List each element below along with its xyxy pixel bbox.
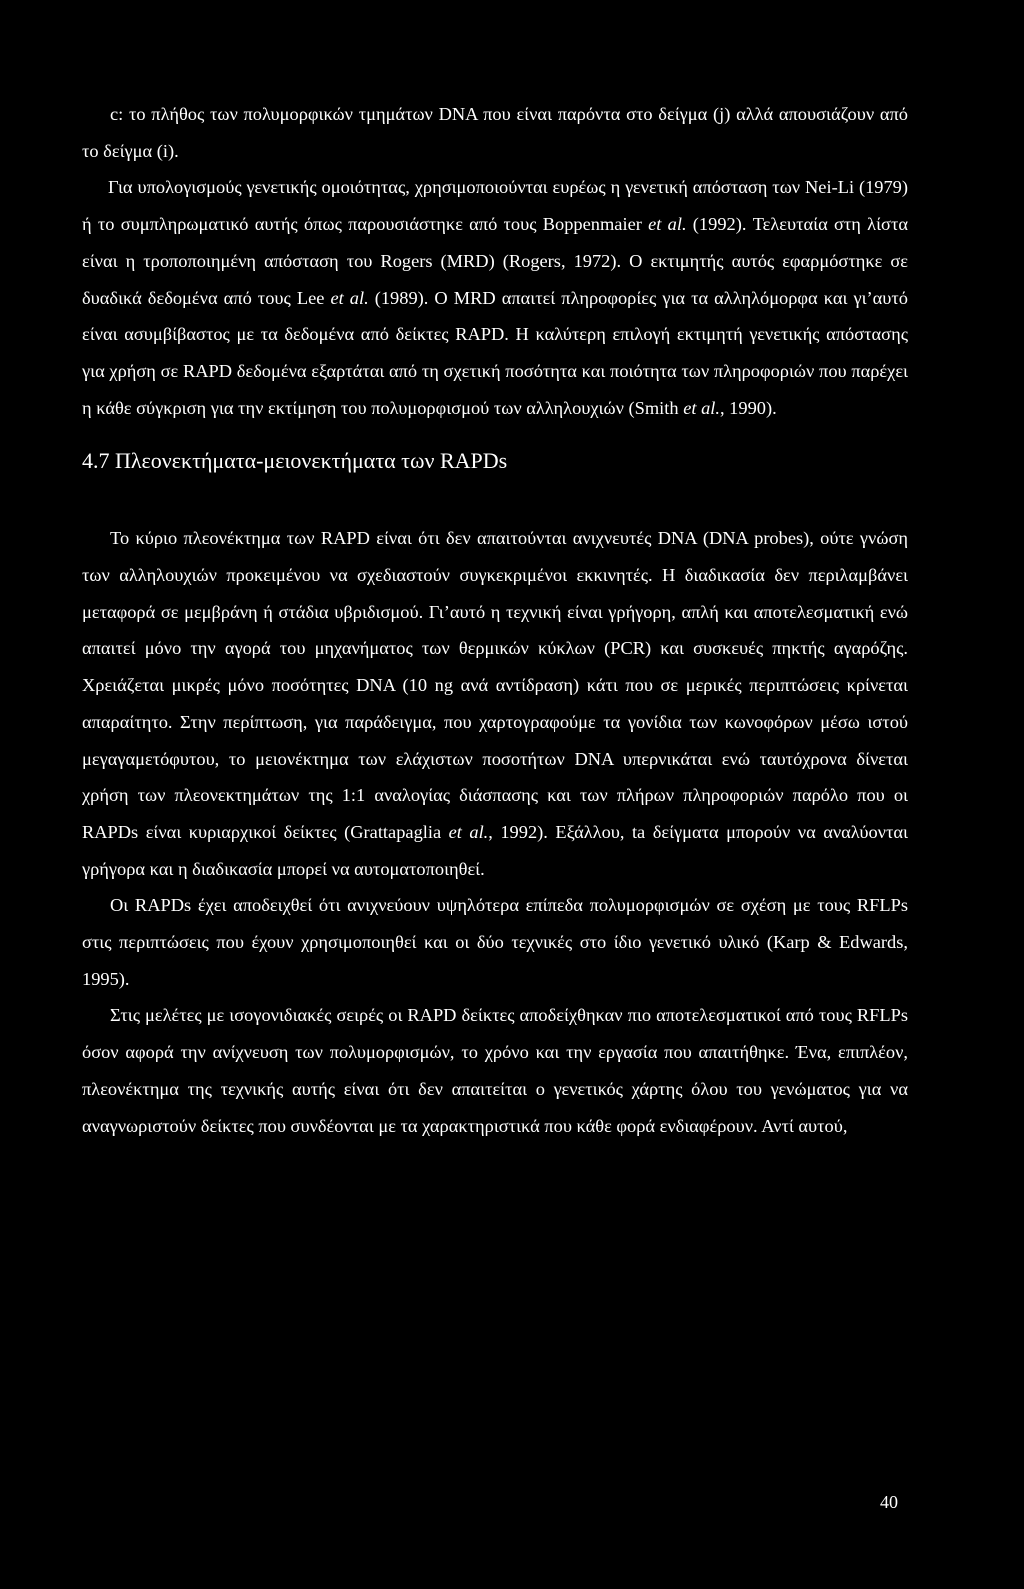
section-paragraph-1 bbox=[82, 520, 908, 887]
citation-et-al: et al. bbox=[448, 821, 489, 842]
citation-et-al: et al. bbox=[330, 287, 369, 308]
citation-et-al: et al. bbox=[683, 397, 720, 418]
section-body bbox=[82, 520, 908, 1144]
intro-paragraph-text-b: (1992). Τελευταία στη λίστα είναι η τροποποιημένη απόσταση του Rogers (MRD) (Rogers, 1972). Ο εκτιμητής αυτός εφαρμόστηκε σε δυαδικά δεδομένα από τους Lee bbox=[82, 214, 908, 308]
section-paragraph-3 bbox=[82, 997, 908, 1144]
section-heading-block bbox=[82, 426, 908, 520]
section-paragraph-3-text: Στις μελέτες με ισογονιδιακές σειρές οι RAPD δείκτες αποδείχθηκαν πιο αποτελεσματικοί από τους RFLPs όσον αφορά την ανίχνευση των πολυμορφισμών, το χρόνο και την εργασία που απαιτήθηκε. Ένα, επιπλέον, πλεονέκτημα της τεχνικής αυτής είναι ότι δεν απαιτείται ο γενετικός χάρτης όλου του γενώματος για να αναγνωριστούν δείκτες που συνδέονται με τα χαρακτηριστικά που κάθε φορά ενδιαφέρουν. Αντί αυτού, bbox=[82, 1005, 908, 1136]
page-number: 40 bbox=[880, 1492, 898, 1512]
intro-paragraph bbox=[82, 169, 908, 426]
intro-paragraph-text-c: (1989). Ο MRD απαιτεί πληροφορίες για τα αλληλόμορφα και γι’αυτό είναι ασυμβίβαστος με τα δεδομένα από δείκτες RAPD. Η καλύτερη επιλογή εκτιμητή γενετικής απόστασης για χρήση σε RAPD δεδομένα εξαρτάται από τη σχετική ποσότητα και ποιότητα των πληροφοριών που παρέχει η κάθε σύγκριση για την εκτίμηση του πολυμορφισμού των αλληλουχιών (Smith bbox=[82, 287, 908, 418]
intro-paragraph-text-a: Για υπολογισμούς γενετικής ομοιότητας, χρησιμοποιούνται ευρέως η γενετική απόσταση των Nei-Li (1979) ή το συμπληρωματικό αυτής όπως παρουσιάστηκε από τους Boppenmaier bbox=[82, 177, 908, 235]
section-paragraph-1-text-b: , 1992). Εξάλλου, ta δείγματα μπορούν να αναλύονται γρήγορα και η διαδικασία μπορεί να αυτοματοποιηθεί. bbox=[82, 821, 908, 879]
section-heading: 4.7 Πλεονεκτήματα-μειονεκτήματα των RAPDs bbox=[82, 448, 508, 474]
page-content bbox=[82, 96, 908, 1144]
intro-paragraph-text-d: , 1990). bbox=[719, 397, 777, 418]
intro-item-c bbox=[82, 96, 908, 169]
citation-et-al: et al. bbox=[648, 214, 687, 235]
intro-item-c-text: c: το πλήθος των πολυμορφικών τμημάτων DNA που είναι παρόντα στο δείγμα (j) αλλά απουσιάζουν από το δείγμα (i). bbox=[82, 104, 908, 161]
section-paragraph-2-text: Οι RAPDs έχει αποδειχθεί ότι ανιχνεύουν υψηλότερα επίπεδα πολυμορφισμών σε σχέση με τους RFLPs στις περιπτώσεις που έχουν χρησιμοποιηθεί και οι δύο τεχνικές στο ίδιο γενετικό υλικό (Karp & Edwards, 1995). bbox=[82, 895, 908, 989]
section-paragraph-2 bbox=[82, 887, 908, 997]
section-paragraph-1-text-a: Το κύριο πλεονέκτημα των RAPD είναι ότι δεν απαιτούνται ανιχνευτές DNA (DNA probes), ούτε γνώση των αλληλουχιών προκειμένου να σχεδιαστούν συγκεκριμένοι εκκινητές. Η διαδικασία δεν περιλαμβάνει μεταφορά σε μεμβράνη ή στάδια υβριδισμού. Γι’αυτό η τεχνική είναι γρήγορη, απλή και αποτελεσματική ενώ απαιτεί μόνο την αγορά του μηχανήματος των θερμικών κύκλων (PCR) και συσκευές πηκτής αγαρόζης. Χρειάζεται μικρές μόνο ποσότητες DNA (10 ng ανά αντίδραση) κάτι που σε μερικές περιπτώσεις κρίνεται απαραίτητο. Στην περίπτωση, για παράδειγμα, που χαρτογραφούμε τα γονίδια των κωνοφόρων μέσω ιστού μεγαγαμετόφυτου, το μειονέκτημα των ελάχιστων ποσοτήτων DNA υπερνικάται ενώ ταυτόχρονα δίνεται χρήση των πλεονεκτημάτων της 1:1 αναλογίας διάσπασης και των πλήρων πληροφοριών παρόλο που οι RAPDs είναι κυριαρχικοί δείκτες (Grattapaglia bbox=[82, 528, 908, 842]
